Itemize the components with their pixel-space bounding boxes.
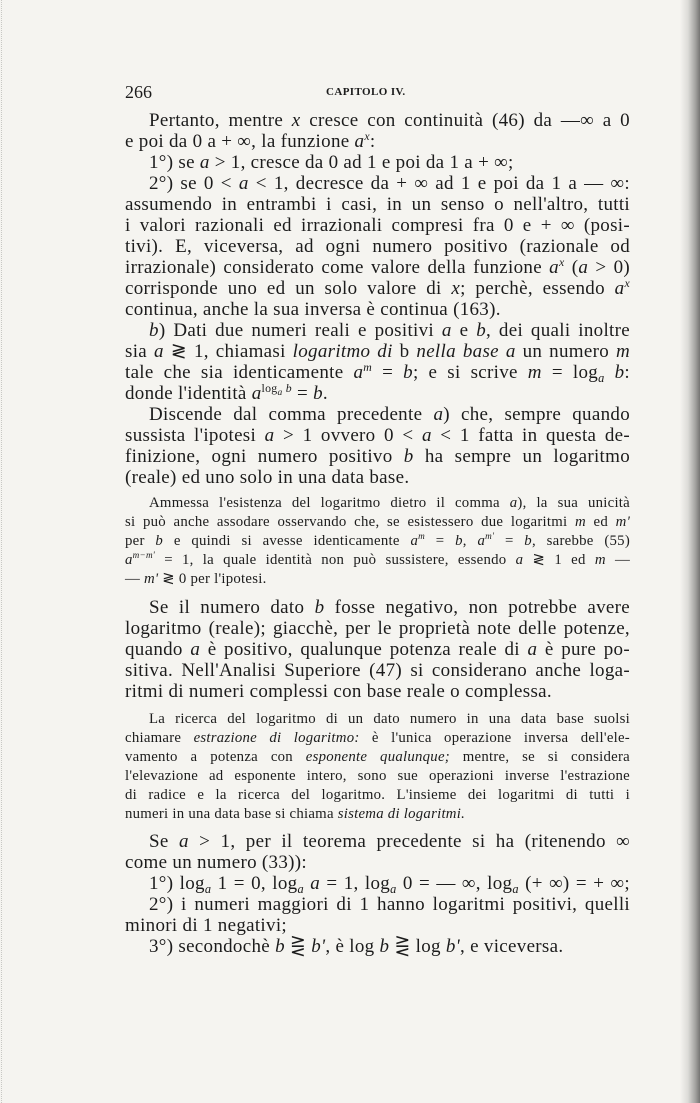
subscript-text: a [390,881,397,896]
text-run: sitiva. Nell'Analisi Superiore (47) si considerano anche loga- [125,660,630,681]
text-run: 1 = 0, log [211,873,298,894]
italic-text: b [149,320,159,341]
text-run: ; e si scrive [412,362,528,383]
superscript-text: m−m' [132,550,156,561]
text-run: ) Dati due numeri reali e positivi [158,320,442,341]
text-run: assumendo in entrambi i casi, in un senso o nell'altro, tutti [125,194,630,215]
italic-text: a [515,552,524,568]
text-line [125,425,630,446]
text-run: numeri in una data base si chiama [125,806,338,822]
italic-text: estrazione di logaritmo: [193,730,360,746]
superscript-text: x [624,276,630,290]
text-line [125,532,630,551]
superscript-text: log [261,381,278,395]
text-run: = 1, log [320,873,391,894]
text-run: 2°) i numeri maggiori di 1 hanno logaritmi positivi, quelli [149,894,630,915]
text-run: 1°) se [149,152,200,173]
superscript-text: x [558,255,565,269]
italic-text: m [594,552,606,568]
italic-text: a [153,341,164,362]
italic-text: m' [144,571,159,587]
note-logarithm-uniqueness [125,494,630,589]
italic-text: b [403,362,413,383]
text-run: 1°) log [149,873,205,894]
italic-text: a [353,362,364,383]
text-line [125,467,630,488]
text-run: , e viceversa. [460,936,564,957]
italic-text: b [155,533,164,549]
subscript-text: a [204,881,212,896]
text-line [125,341,630,362]
italic-text: a [527,639,538,660]
superscript-text: m [418,531,425,542]
text-run: Pertanto, mentre [149,110,292,131]
text-line [125,494,630,513]
note-logarithm-extraction [125,710,630,824]
text-line [125,894,630,915]
text-line [125,551,630,570]
text-run: Se [149,831,179,852]
text-run: 0 = — ∞, log [396,873,513,894]
text-run: si può anche assodare osservando che, se esistessero due logaritmi [125,514,575,530]
text-line [125,729,630,748]
text-run: sussista l'ipotesi [125,425,265,446]
italic-text: a [190,639,201,660]
italic-text: b [403,446,414,467]
text-line [125,131,630,152]
text-run: ( [564,257,579,278]
italic-text: a [509,495,518,511]
text-line [125,299,630,320]
text-run: per [125,533,156,549]
text-run: ha sempre un logaritmo [413,446,630,467]
text-run: > 1, cresce da 0 ad 1 e poi da 1 a + ∞; [209,152,514,173]
text-run: ≷ 1 ed [523,552,595,568]
italic-text: b' [311,936,326,957]
text-line [125,194,630,215]
text-run: chiamare [125,730,194,746]
text-run: corrisponde uno ed un solo valore di [125,278,452,299]
text-run: è pure po- [537,639,630,660]
running-head-chapter: CAPITOLO IV. [326,86,406,98]
text-run: e quindi si avesse identicamente [163,533,411,549]
text-run: , è log [325,936,380,957]
text-run: Discende dal comma precedente [149,404,434,425]
text-run: continua, anche la sua inversa è continua (163). [125,299,501,320]
text-line [125,873,630,894]
text-run: logaritmo (reale); giacchè, per le proprietà note delle potenze, [125,618,630,639]
text-run: e poi da 0 a + ∞, la funzione [125,131,355,152]
text-run: sia [125,341,154,362]
text-run: ≷ 1, chiamasi [163,341,293,362]
italic-text: m [616,341,631,362]
italic-text: m' [615,514,630,530]
text-line [125,597,630,618]
italic-text: x [451,278,461,299]
text-run: irrazionale) considerato come valore della funzione [125,257,550,278]
paragraph-negative-number [125,597,630,702]
subscript-text: a [598,370,605,385]
text-run: ⋛ log [389,936,446,957]
text-line [125,748,630,767]
paragraph-exponential-function [125,110,630,320]
page-left-edge [1,0,2,1103]
text-run: fosse negativo, non potrebbe avere [324,597,630,618]
page-gutter-shadow [680,0,700,1103]
italic-text: b [614,362,625,383]
text-run: vamento a potenza con [125,749,306,765]
text-line [125,915,630,936]
italic-text: a [310,873,321,894]
text-line [125,681,630,702]
text-run: > 1 ovvero 0 < [274,425,422,446]
text-run: ≷ 0 per l'ipotesi. [158,571,267,587]
italic-text: a [410,533,419,549]
text-run: donde l'identità [125,383,252,404]
superscript-text: m [363,360,373,374]
superscript-text: b [282,381,292,395]
italic-text: a [238,173,249,194]
text-run: (reale) ed uno solo in una data base. [125,467,410,488]
italic-text: a [578,257,589,278]
text-line [125,110,630,131]
text-line [125,278,630,299]
italic-text: a [614,278,625,299]
text-line [125,786,630,805]
superscript-text: m' [485,531,495,542]
superscript-subscript-text: a [277,387,283,398]
superscript-text: x [364,129,370,143]
text-run: b [399,341,410,362]
text-run: < 1 fatta in questa de- [431,425,630,446]
subscript-text: a [512,881,519,896]
text-run: > 1, per il teorema precedente si ha (ritenendo ∞ [188,831,631,852]
italic-text: logaritmo di [292,341,400,362]
text-run: di radice e la ricerca del logaritmo. L'insieme dei logaritmi di tutti i [125,787,630,803]
text-line [125,362,630,383]
subscript-text: a [297,881,304,896]
italic-text: a [125,552,133,568]
text-run: i valori razionali ed irrazionali compresi fra 0 e + ∞ (posi- [125,215,630,236]
text-line [125,767,630,786]
text-run: minori di 1 negativi; [125,915,287,936]
text-run: — [125,571,144,587]
italic-text: a [251,383,262,404]
text-run: e [451,320,477,341]
text-line [125,660,630,681]
italic-text: x [291,110,301,131]
text-run: Se il numero dato [149,597,315,618]
italic-text: a [421,425,432,446]
text-run: è positivo, qualunque potenza reale di [200,639,528,660]
text-line [125,805,630,824]
italic-text: b [313,383,323,404]
text-run: un numero [515,341,616,362]
text-line [125,215,630,236]
italic-text: m [574,514,586,530]
italic-text: b [524,533,532,549]
text-line [125,618,630,639]
text-line [125,257,630,278]
text-run: ) che, sempre quando [443,404,630,425]
text-run: è l'unica operazione inversa dell'ele- [359,730,630,746]
paragraph-logarithm-properties [125,831,630,957]
text-run: : [624,362,630,383]
italic-text: a [433,404,444,425]
text-run: come un numero (33)): [125,852,307,873]
text-line [125,570,630,589]
text-line [125,446,630,467]
italic-text: a [264,425,275,446]
text-line [125,831,630,852]
text-run: l'elevazione ad esponente intero, sono sue operazioni inverse l'estrazione [125,768,630,784]
text-line [125,320,630,341]
italic-text: sistema di logaritmi. [337,806,466,822]
text-line [125,936,630,957]
text-run: = [424,533,456,549]
text-line [125,710,630,729]
text-run: : [369,131,376,152]
text-run: (+ ∞) = + ∞; [518,873,630,894]
italic-text: a [199,152,210,173]
text-run: > 0) [588,257,631,278]
text-line [125,639,630,660]
text-run: = [291,383,314,404]
text-run: , dei quali inoltre [486,320,630,341]
text-run: ritmi di numeri complessi con base reale o complessa. [125,681,552,702]
text-run: finizione, ogni numero positivo [125,446,404,467]
text-run [605,362,615,383]
italic-text: b [275,936,285,957]
text-run: Ammessa l'esistenza del logaritmo dietro il comma [149,495,510,511]
text-run: 2°) se 0 < [149,173,239,194]
paragraph-logarithm-existence [125,404,630,488]
italic-text: b' [445,936,461,957]
text-run: cresce con continuità (46) da —∞ a 0 [300,110,630,131]
text-line [125,173,630,194]
text-run: = [372,362,404,383]
italic-text: b [314,597,325,618]
text-run: . [322,383,328,404]
text-line [125,383,630,404]
italic-text: b [379,936,390,957]
italic-text: b [455,533,463,549]
text-line [125,236,630,257]
text-run: , [462,533,478,549]
text-run: tivi). E, viceversa, ad ogni numero positivo (razionale od [125,236,630,257]
text-line [125,152,630,173]
italic-text: a [354,131,365,152]
italic-text: esponente qualunque; [305,749,450,765]
text-run: ), la sua unicità [517,495,630,511]
italic-text: a [549,257,559,278]
text-run: 3°) secondochè [149,936,276,957]
text-line [125,404,630,425]
text-run: — [605,552,631,568]
italic-text: nella base a [409,341,516,362]
text-line [125,513,630,532]
text-run: ed [585,514,616,530]
text-run: , sarebbe (55) [531,533,630,549]
text-run: < 1, decresce da + ∞ ad 1 e poi da 1 a — ∞: [248,173,630,194]
text-run: ; perchè, essendo [460,278,615,299]
text-run: La ricerca del logaritmo di un dato numero in una data base suolsi [149,711,630,727]
italic-text: a [477,533,486,549]
paragraph-logarithm-definition [125,320,630,404]
text-run: tale che sia identicamente [125,362,354,383]
text-run: quando [125,639,191,660]
italic-text: m [527,362,542,383]
text-run: mentre, se si considera [449,749,630,765]
page-number: 266 [125,82,152,102]
text-run: = log [541,362,599,383]
text-line [125,852,630,873]
italic-text: a [441,320,452,341]
text-run: = [494,533,525,549]
text-run: ⋛ [284,936,312,957]
italic-text: a [178,831,189,852]
italic-text: b [476,320,486,341]
text-column [125,110,630,957]
text-run: = 1, la quale identità non può sussistere, essendo [155,552,516,568]
